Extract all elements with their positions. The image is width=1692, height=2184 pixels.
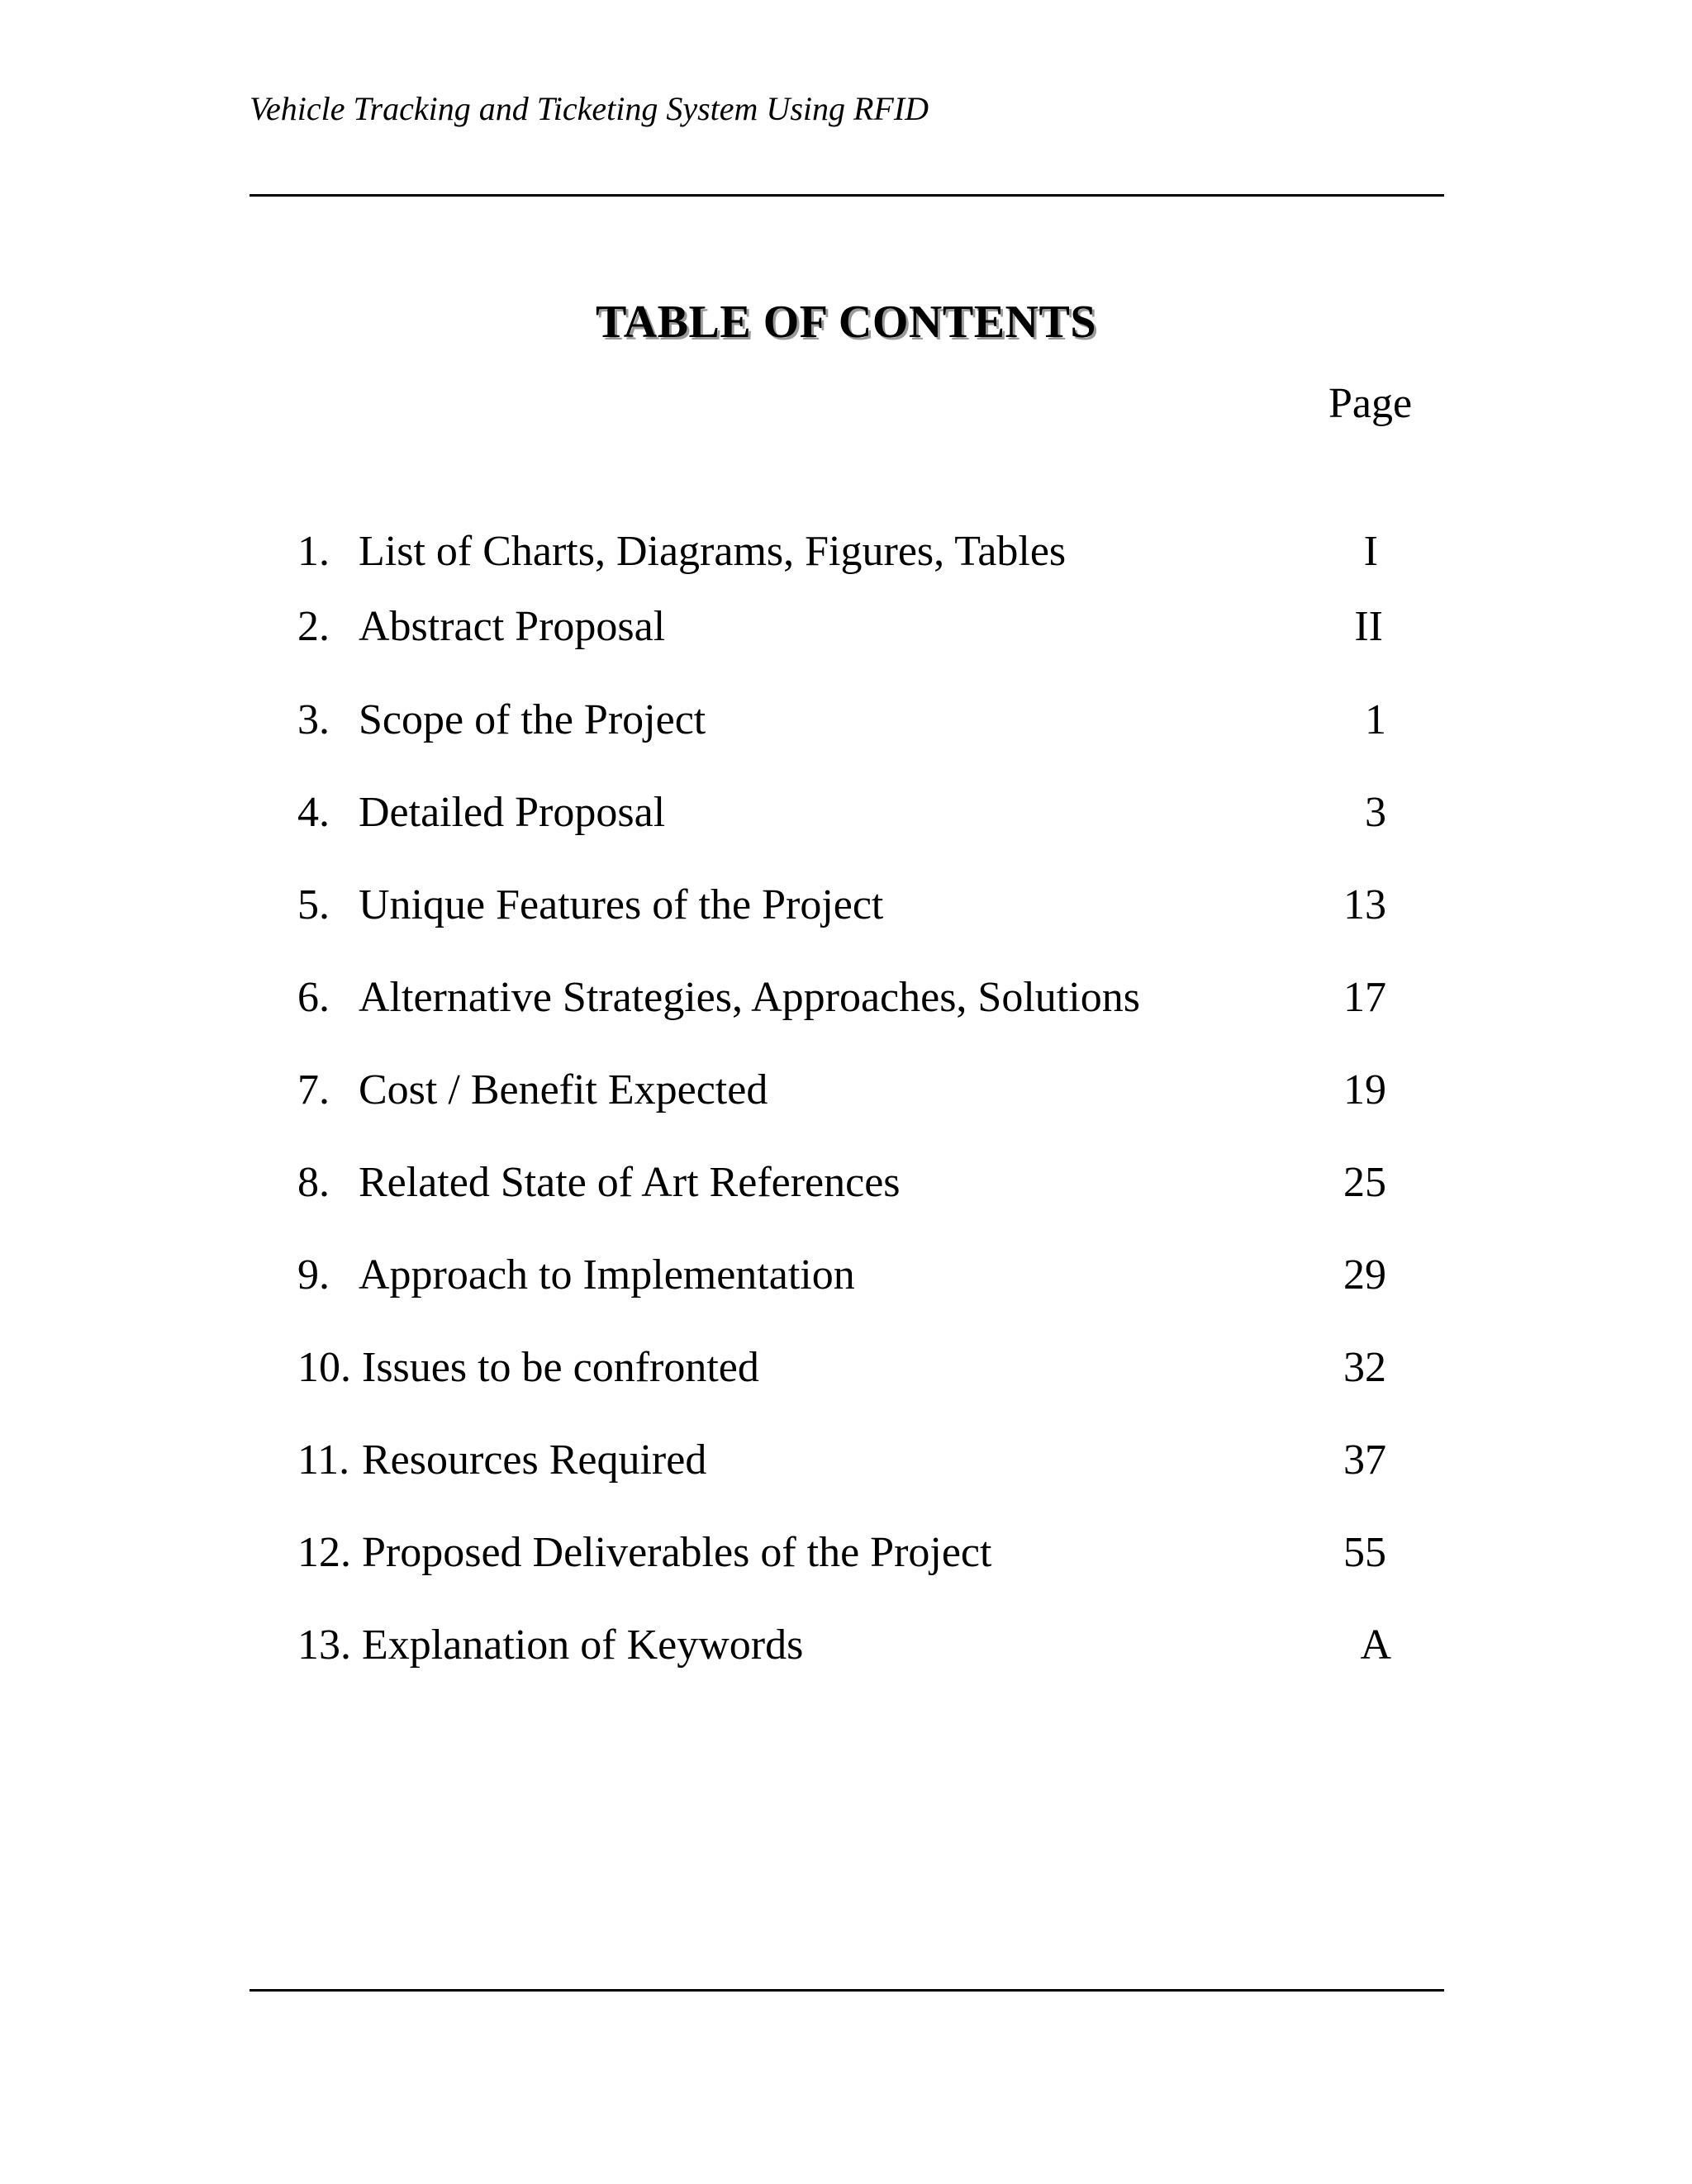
- toc-entry-page: 19: [1343, 1066, 1386, 1113]
- toc-entry: [0, 1621, 1692, 1670]
- toc-entry-number: 1.: [297, 528, 330, 575]
- toc-entry-page: 17: [1343, 974, 1386, 1021]
- toc-entry: [0, 1251, 1692, 1300]
- toc-title: TABLE OF CONTENTS: [596, 297, 1096, 348]
- toc-entry-number: 5.: [297, 881, 330, 928]
- toc-entry: [0, 1158, 1692, 1208]
- toc-entry-number: 2.: [297, 603, 330, 650]
- toc-entry-number: 9.: [297, 1251, 330, 1299]
- toc-entry-title: Proposed Deliverables of the Project: [362, 1529, 992, 1576]
- toc-entry-page: 37: [1343, 1436, 1386, 1484]
- toc-entry-number: 12.: [297, 1529, 351, 1576]
- footer-divider: [250, 1989, 1444, 1992]
- toc-entry-page: 55: [1343, 1529, 1386, 1576]
- toc-entry: [0, 881, 1692, 930]
- toc-entry: [0, 1436, 1692, 1485]
- toc-entry-title: Resources Required: [362, 1436, 707, 1484]
- toc-entry: [0, 788, 1692, 838]
- toc-entry: [0, 696, 1692, 745]
- running-header: Vehicle Tracking and Ticketing System Using RFID: [250, 90, 929, 127]
- toc-entry-title: Detailed Proposal: [359, 789, 666, 836]
- toc-entry-number: 4.: [297, 789, 330, 836]
- toc-entry-title: Approach to Implementation: [359, 1251, 855, 1299]
- toc-entry-title: Related State of Art References: [359, 1159, 901, 1206]
- toc-entry-number: 8.: [297, 1159, 330, 1206]
- toc-entry-number: 7.: [297, 1066, 330, 1113]
- toc-entry-number: 6.: [297, 974, 330, 1021]
- toc-entry-title: Explanation of Keywords: [362, 1621, 804, 1669]
- toc-entry: [0, 602, 1692, 652]
- toc-entry-page: I: [1363, 528, 1378, 575]
- toc-entry-number: 10.: [297, 1344, 351, 1391]
- toc-entry-title: Alternative Strategies, Approaches, Solutions: [359, 974, 1140, 1021]
- toc-entry-page: 3: [1365, 789, 1386, 836]
- toc-entry: [0, 1066, 1692, 1115]
- toc-entry-page: 13: [1343, 881, 1386, 928]
- page-column-label: Page: [1328, 380, 1413, 427]
- toc-entry-number: 11.: [297, 1436, 350, 1484]
- toc-entry-title: List of Charts, Diagrams, Figures, Tables: [359, 528, 1067, 575]
- toc-entry-page: 32: [1343, 1344, 1386, 1391]
- toc-entry-title: Cost / Benefit Expected: [359, 1066, 768, 1113]
- toc-entry-title: Unique Features of the Project: [359, 881, 884, 928]
- toc-entry-page: 29: [1343, 1251, 1386, 1299]
- toc-entry-page: 1: [1365, 696, 1386, 743]
- toc-entry-title: Scope of the Project: [359, 696, 706, 743]
- toc-entry: [0, 973, 1692, 1023]
- toc-entry-title: Abstract Proposal: [359, 603, 666, 650]
- toc-entry-page: 25: [1343, 1159, 1386, 1206]
- toc-entry-number: 13.: [297, 1621, 351, 1669]
- toc-entry: [0, 1343, 1692, 1393]
- toc-entry: [0, 1528, 1692, 1578]
- toc-entry-title: Issues to be confronted: [362, 1344, 759, 1391]
- toc-entry-number: 3.: [297, 696, 330, 743]
- toc-entry-page: A: [1360, 1621, 1391, 1669]
- toc-entry-page: II: [1354, 603, 1383, 650]
- toc-entry: [0, 527, 1692, 577]
